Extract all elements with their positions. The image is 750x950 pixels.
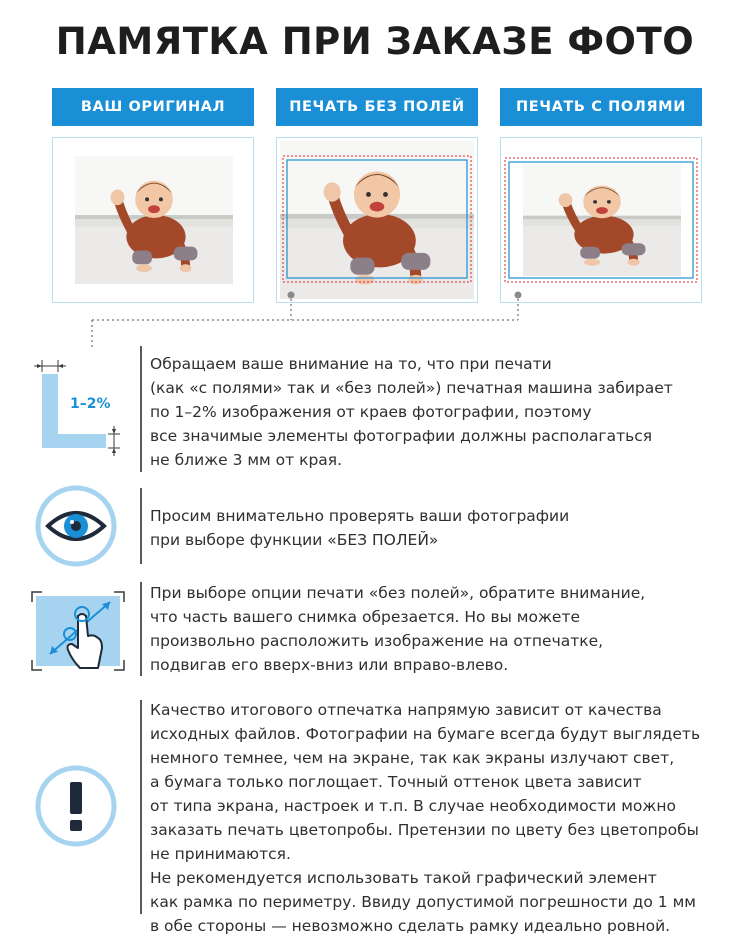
notice-check-photos-text: Просим внимательно проверять ваши фотографии при выборе функции «БЕЗ ПОЛЕЙ» [150, 507, 570, 549]
label-borderless: ПЕЧАТЬ БЕЗ ПОЛЕЙ [276, 88, 478, 126]
eye-icon [34, 484, 118, 568]
margin-percent-label: 1–2% [70, 396, 111, 412]
divider-4 [140, 700, 142, 914]
label-original: ВАШ ОРИГИНАЛ [52, 88, 254, 126]
notice-crop-text: При выборе опции печати «без полей», обратите внимание, что часть вашего снимка обрезается. Но вы можете произвольно расположить изображение на отпечатке, подвигав его вверх-вниз или вправо-влево. [150, 584, 646, 674]
label-with-borders: ПЕЧАТЬ С ПОЛЯМИ [500, 88, 702, 126]
divider-3 [140, 582, 142, 676]
drag-gesture-icon [28, 588, 128, 674]
exclamation-icon [34, 764, 118, 848]
notice-quality-text: Качество итогового отпечатка напрямую зависит от качества исходных файлов. Фотографии на бумаге всегда будут выглядеть немного темнее, чем на экране, так как экраны излучают свет, а бумага только поглощает. Точный оттенок цвета зависит от типа экрана, настроек и т.п. В случае необходимости можно заказать печать цветопробы. Претензии по цвету без цветопробы не принимаются. Не рекомендуется использовать такой графический элемент как рамка по периметру. Ввиду допустимой погрешности до 1 мм в обе стороны — невозможно сделать рамку идеально ровной. [150, 701, 701, 935]
margin-diagram-icon [24, 352, 134, 467]
divider-1 [140, 346, 142, 472]
notice-margins-text: Обращаем ваше внимание на то, что при печати (как «с полями» так и «без полей») печатная машина забирает по 1–2% изображения от краев фотографии, поэтому все значимые элементы фотографии должны располагаться не ближе 3 мм от края. [150, 355, 673, 469]
page-title: ПАМЯТКА ПРИ ЗАКАЗЕ ФОТО [55, 20, 695, 63]
dotted-connector [0, 0, 750, 360]
divider-2 [140, 488, 142, 564]
